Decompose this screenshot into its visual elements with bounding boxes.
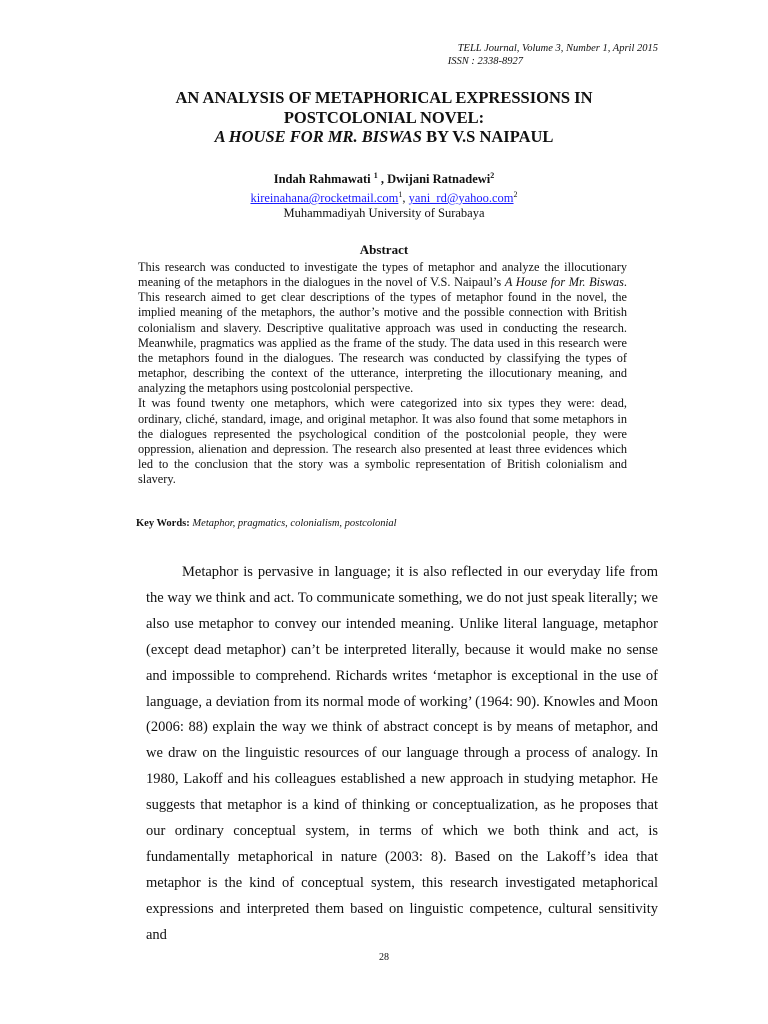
keywords-label: Key Words: [136, 518, 190, 529]
abstract-paragraph-2: It was found twenty one metaphors, which were categorized into six types they were: dead, ordinary, cliché, standard, image, and original metaphor. It was also found that some metaphors in the dialogues represented the psychological condition of the postcolonial people, they were oppression, alienation and depression. The research also presented at least three evidences which led to the conclusion that the story was a symbolic representation of British colonialism and slavery. [138, 396, 627, 487]
paper-title [70, 88, 698, 147]
page-number: 28 [379, 952, 389, 963]
author-separator: , [377, 172, 388, 186]
title-line-1: AN ANALYSIS OF METAPHORICAL EXPRESSIONS IN [175, 88, 593, 107]
journal-citation: TELL Journal, Volume 3, Number 1, April 2015 [457, 43, 658, 54]
author-2-marker: 2 [490, 171, 495, 180]
email-1-marker: 1 [398, 190, 403, 199]
journal-issn: ISSN : 2338-8927 [447, 56, 523, 67]
author-2-name: Dwijani Ratnadewi [387, 172, 491, 186]
body-text [146, 560, 658, 949]
title-line-3 [70, 127, 698, 147]
email-separator: , [402, 191, 409, 205]
body-paragraph: Metaphor is pervasive in language; it is also reflected in our everyday life from the way we think and act. To communicate something, we do not just speak literally; we also use metaphor to convey our intended meaning. Unlike literal language, metaphor (except dead metaphor) can’t be interpreted literally, because it would make no sense and impossible to comprehend. Richards writes ‘metaphor is exceptional in the use of language, a deviation from its normal mode of working’ (1964: 90). Knowles and Moon (2006: 88) explain the way we think of abstract concept is by means of metaphor, and we draw on the linguistic resources of our language through a process of analogy. In 1980, Lakoff and his colleagues established a new approach in studying metaphor. He suggests that metaphor is a kind of thinking or conceptualization, as he proposes that our ordinary conceptual system, in terms of which we both think and act, is fundamentally metaphorical in nature (2003: 8). Based on the Lakoff’s idea that metaphor is the kind of conceptual system, this research investigated metaphorical expressions and interpreted them based on linguistic competence, cultural sensitivity and [146, 564, 658, 943]
keywords-values: Metaphor, pragmatics, colonialism, postcolonial [189, 518, 397, 529]
abstract-novel-title: A House for Mr. Biswas [504, 275, 624, 290]
author-1-name: Indah Rahmawati [273, 172, 371, 186]
abstract-p1-part2: . This research aimed to get clear descriptions of the types of metaphor found in the novel, the implied meaning of the metaphors, the author’s motive and the possible connection with British colonialism and slavery. Descriptive qualitative approach was used in conducting the research. Meanwhile, pragmatics was applied as the frame of the study. The data used in this research were the metaphors found in the dialogues. The research was conducted by classifying the types of metaphor, describing the context of the utterance, interpreting the illocutionary meaning, and analyzing the metaphors using postcolonial perspective. [138, 275, 627, 396]
author-names [100, 168, 668, 187]
abstract-p1-part1: This research was conducted to investigate the types of metaphor and analyze the illocutionary meaning of the metaphors in the dialogues in the novel of V.S. Naipaul’s [138, 260, 627, 290]
email-link-1[interactable]: kireinahana@rocketmail.com [250, 191, 399, 205]
email-2-marker: 2 [513, 190, 518, 199]
abstract-heading: Abstract [359, 242, 409, 257]
email-link-2[interactable]: yani_rd@yahoo.com [408, 191, 514, 205]
abstract-body [138, 260, 627, 487]
author-1-marker: 1 [373, 171, 378, 180]
title-line-2: POSTCOLONIAL NOVEL: [283, 107, 485, 127]
abstract-paragraph-1 [138, 260, 627, 396]
title-author-suffix: BY V.S NAIPAUL [421, 127, 554, 146]
affiliation: Muhammadiyah University of Surabaya [283, 206, 485, 220]
title-novel-name: A HOUSE FOR MR. BISWAS [214, 127, 422, 146]
author-block [100, 168, 668, 221]
keywords-line [136, 518, 397, 529]
author-emails [100, 187, 668, 206]
journal-header [447, 42, 658, 68]
